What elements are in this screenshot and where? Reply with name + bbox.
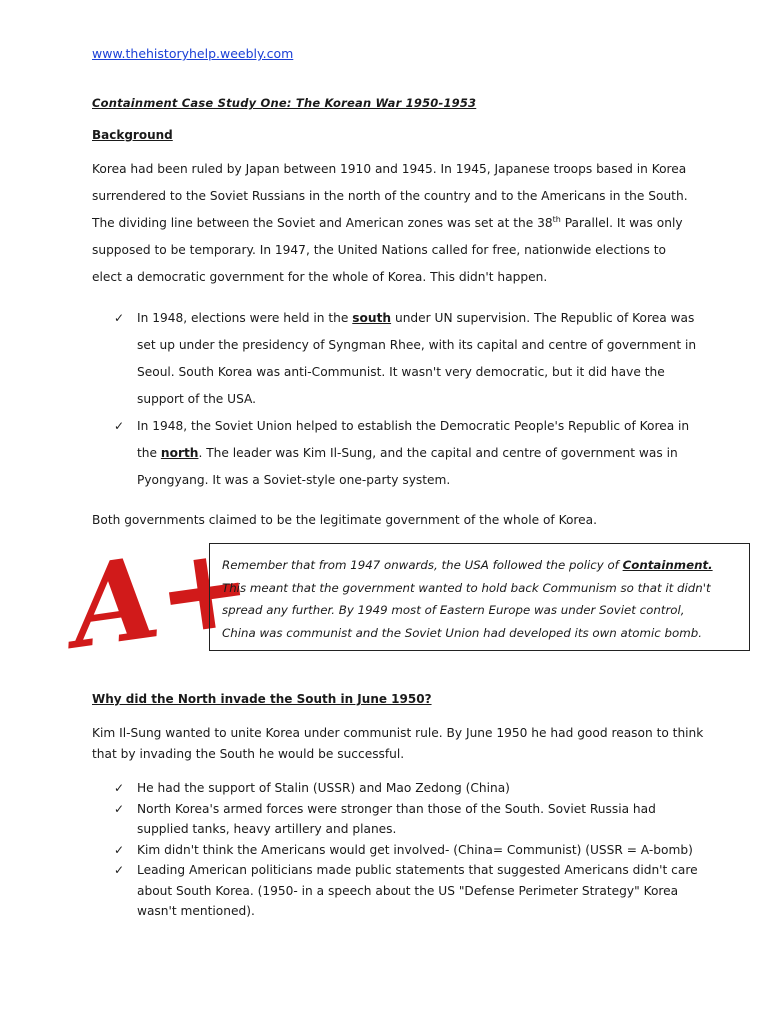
- checkmark-icon: ✓: [114, 863, 125, 877]
- list-item: ✓ In 1948, elections were held in the south under UN supervision. The Republic of Korea was set up under the presidency of Syngman Rhee, with its capital and centre of government in Seoul. South Korea was anti-Communist. It wasn't very democratic, but it did have the support of the USA.: [114, 305, 694, 413]
- checkmark-icon: ✓: [114, 419, 125, 433]
- list-item: ✓ In 1948, the Soviet Union helped to establish the Democratic People's Republic of Korea in the north. The leader was Kim Il-Sung, and the capital and centre of government was in Pyongyang. It was a Soviet-style one-party system.: [114, 413, 694, 494]
- document-title: Containment Case Study One: The Korean War 1950-1953: [92, 96, 477, 110]
- emphasis-south: south: [352, 311, 392, 325]
- checkmark-icon: ✓: [114, 311, 125, 325]
- reasons-bullet-list: [114, 778, 698, 922]
- list-item: ✓ Kim didn't think the Americans would get involved- (China= Communist) (USSR = A-bomb): [114, 840, 694, 861]
- background-paragraph: [92, 156, 688, 291]
- government-bullet-list: [114, 305, 697, 494]
- checkmark-icon: ✓: [114, 801, 125, 816]
- paragraph-line: Korea had been ruled by Japan between 1910 and 1945. In 1945, Japanese troops based in Korea: [92, 162, 687, 176]
- emphasis-north: north: [160, 446, 199, 460]
- why-invade-heading: Why did the North invade the South in June 1950?: [92, 692, 432, 706]
- paragraph-line: supposed to be temporary. In 1947, the United Nations called for free, nationwide elections to: [92, 243, 666, 257]
- paragraph-line: The dividing line between the Soviet and American zones was set at the 38th Parallel. It was only: [92, 214, 683, 230]
- both-governments-text: Both governments claimed to be the legitimate government of the whole of Korea.: [92, 513, 598, 527]
- list-item: ✓ Leading American politicians made public statements that suggested Americans didn't care about South Korea. (1950- in a speech about the US "Defense Perimeter Strategy" Korea wasn't mentioned).: [114, 860, 694, 922]
- why-intro-paragraph: Kim Il-Sung wanted to unite Korea under communist rule. By June 1950 he had good reason to think that by invading the South he would be successful.: [92, 726, 704, 761]
- emphasis-containment: Containment.: [622, 558, 713, 572]
- paragraph-line: elect a democratic government for the whole of Korea. This didn't happen.: [92, 270, 548, 284]
- list-item: ✓ North Korea's armed forces were stronger than those of the South. Soviet Russia had supplied tanks, heavy artillery and planes.: [114, 799, 694, 840]
- a-plus-logo-text: A+: [62, 519, 260, 674]
- checkmark-icon: ✓: [114, 781, 125, 795]
- a-plus-logo: [62, 519, 260, 674]
- background-heading: Background: [92, 128, 173, 142]
- list-item: ✓ He had the support of Stalin (USSR) and Mao Zedong (China): [114, 778, 694, 799]
- checkmark-icon: ✓: [114, 842, 125, 857]
- containment-callout-box: Remember that from 1947 onwards, the USA followed the policy of Containment. This meant that the government wanted to hold back Communism so that it didn't spread any further. By 1949 most of Eastern Europe was under Soviet control, China was communist and the Soviet Union had developed its own atomic bomb.: [209, 543, 750, 651]
- paragraph-line: surrendered to the Soviet Russians in the north of the country and to the Americans in the South.: [92, 189, 688, 203]
- site-link[interactable]: www.thehistoryhelp.weebly.com: [92, 46, 294, 61]
